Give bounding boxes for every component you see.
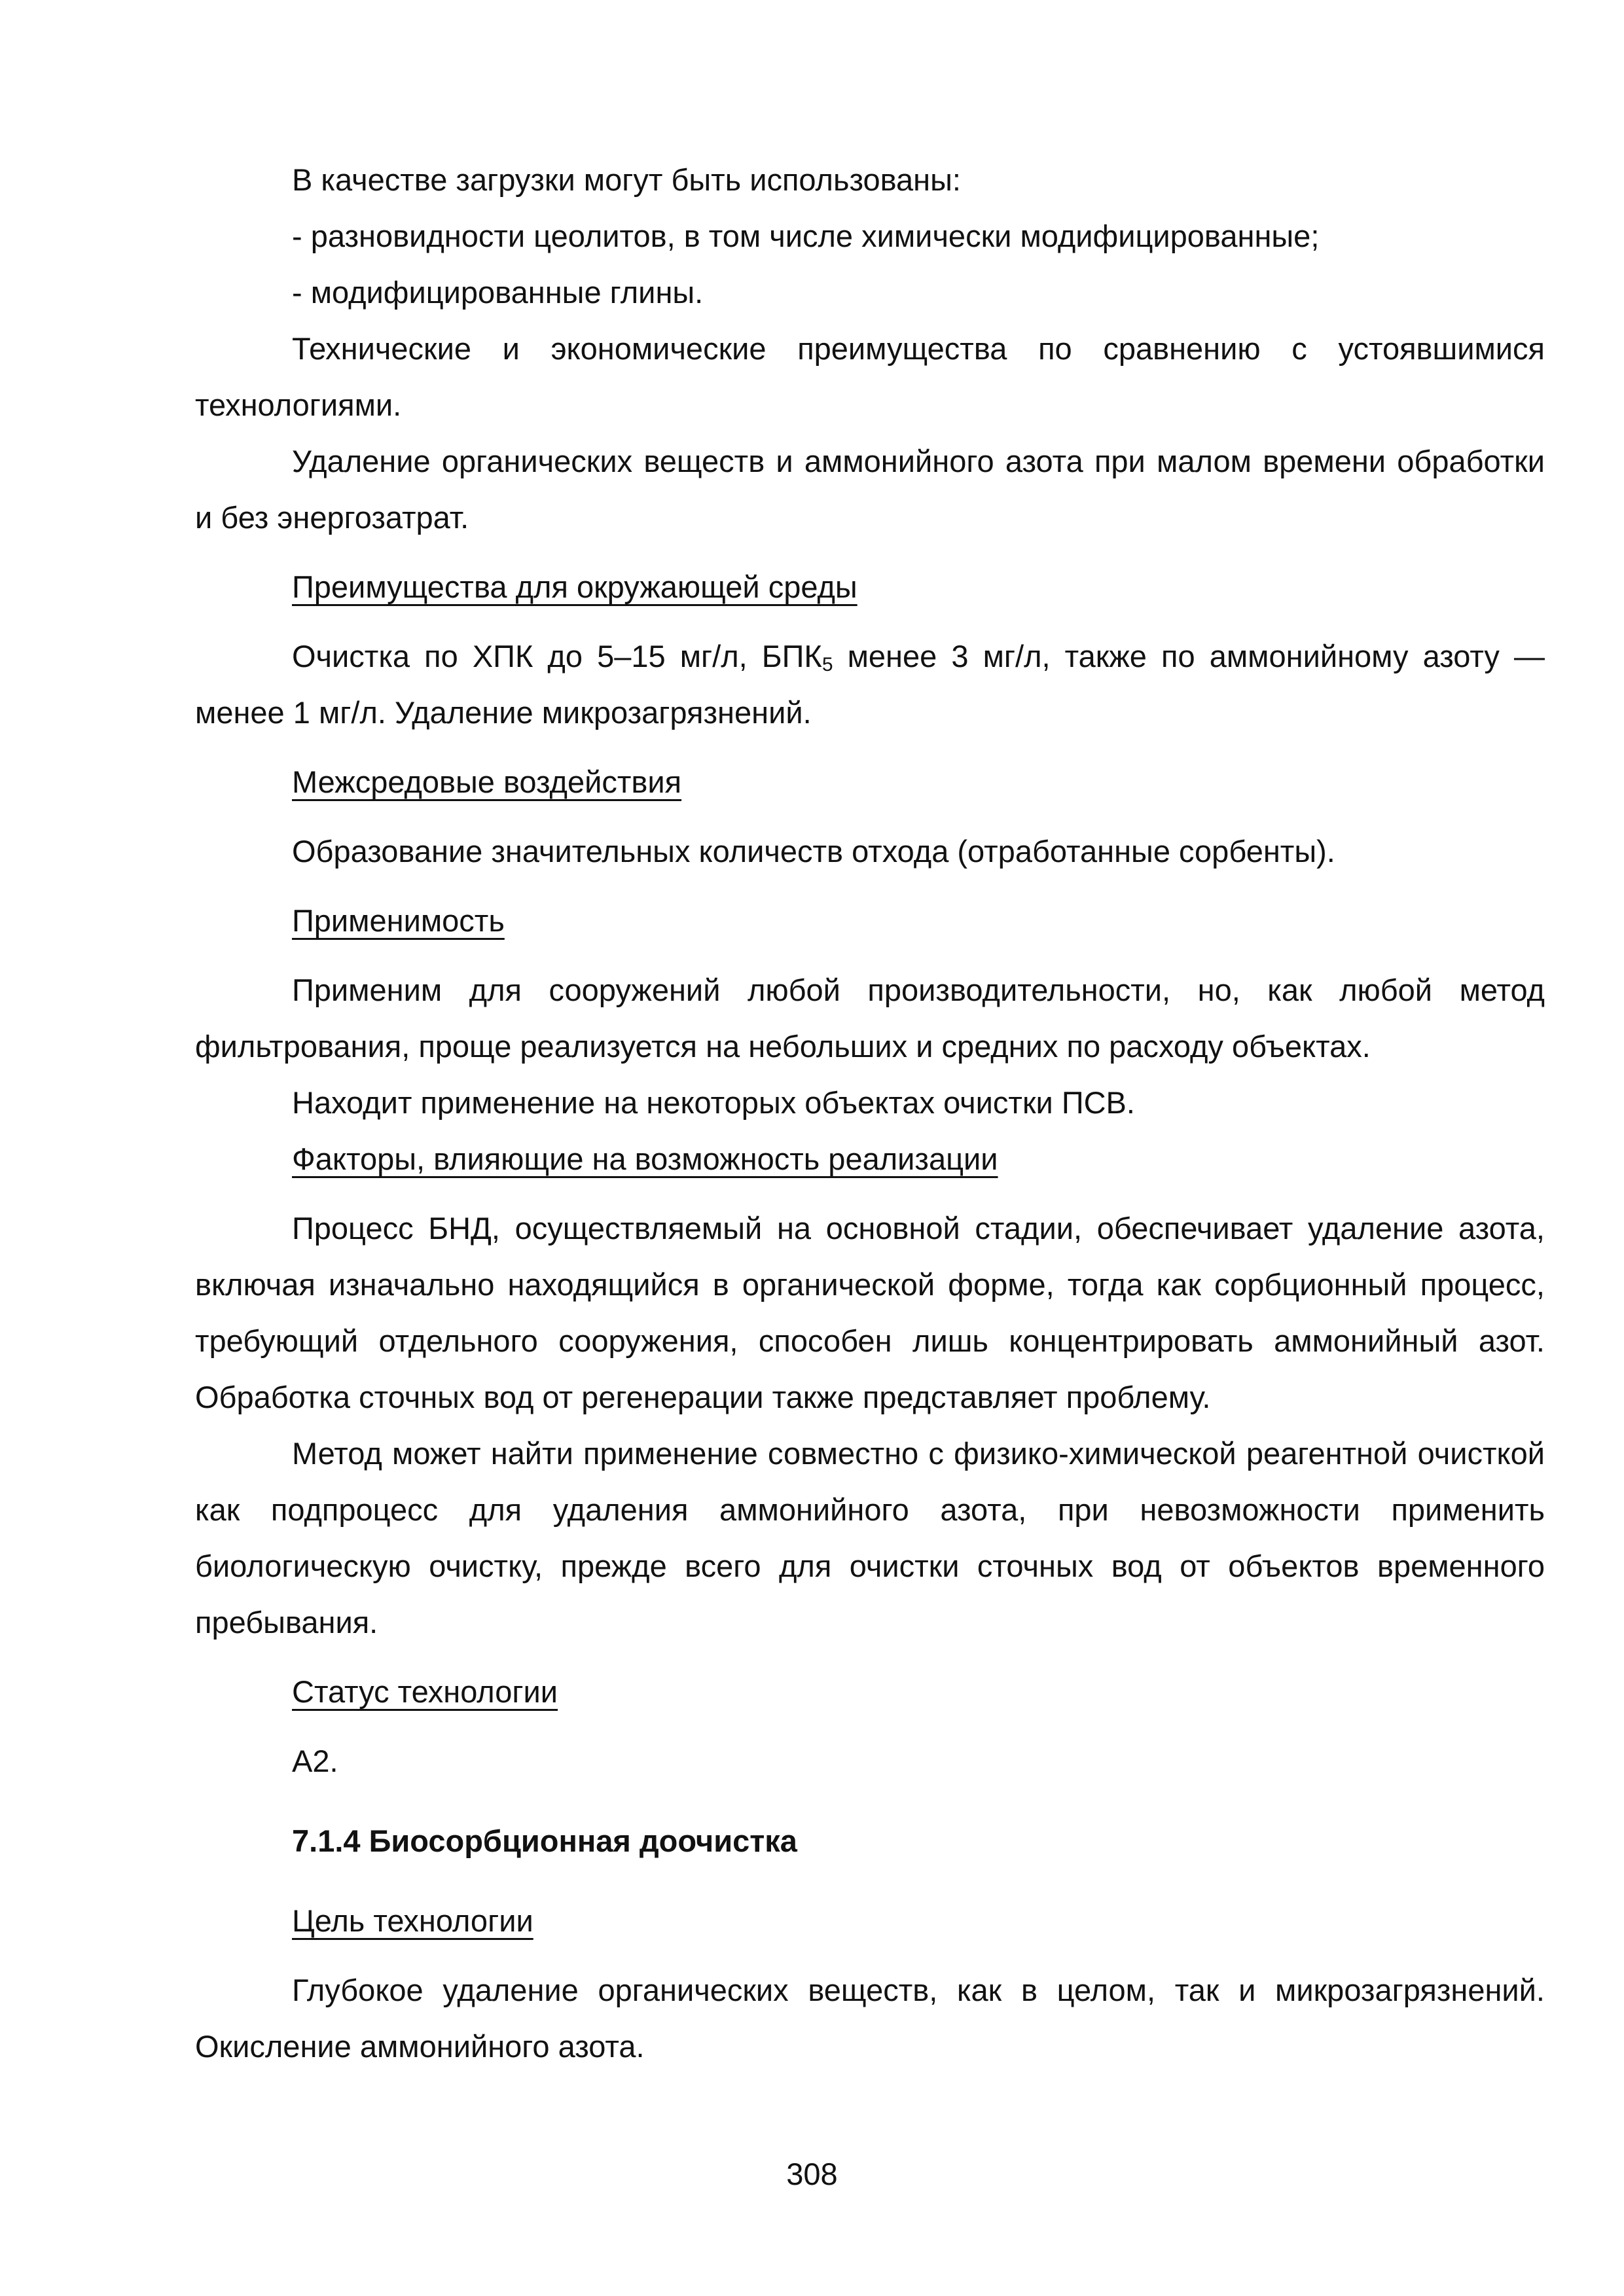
page-number: 308 (786, 2157, 838, 2191)
env-text-part-b: менее 3 мг/л, также по аммонийному азоту — менее 1 мг/л. Удаление микрозагрязнений. (195, 639, 1545, 730)
paragraph-factors-2: Метод может найти применение совместно с физико-химической реагентной очисткой как подпроцесс для удаления аммонийного азота, при невозможности применить биологическую очистку, прежде всего для очистки сточных вод от объектов временного пребывания. (195, 1436, 1545, 1640)
page-content (195, 152, 1545, 2075)
subheading-applicability: Применимость (292, 903, 505, 938)
subheading-environment: Преимущества для окружающей среды (292, 569, 857, 604)
paragraph-applicability-1: Применим для сооружений любой производительности, но, как любой метод фильтрования, проще реализуется на небольших и средних по расходу объектах. (195, 973, 1545, 1064)
paragraph-status: А2. (292, 1744, 338, 1778)
list-item-zeolites: - разновидности цеолитов, в том числе химически модифицированные; (292, 219, 1320, 253)
subheading-factors: Факторы, влияющие на возможность реализации (292, 1141, 998, 1176)
paragraph-tech-econ: Технические и экономические преимущества по сравнению с устоявшимися технологиями. (195, 331, 1545, 422)
subheading-status: Статус технологии (292, 1674, 558, 1709)
env-text-part-a: Очистка по ХПК до 5–15 мг/л, БПК (292, 639, 822, 673)
paragraph-applicability-2: Находит применение на некоторых объектах очистки ПСВ. (292, 1085, 1135, 1120)
paragraph-goal: Глубокое удаление органических веществ, как в целом, так и микрозагрязнений. Окисление аммонийного азота. (195, 1973, 1545, 2064)
subheading-cross-media: Межсредовые воздействия (292, 764, 682, 799)
section-title: 7.1.4 Биосорбционная доочистка (292, 1823, 797, 1858)
paragraph-environment (195, 628, 1545, 741)
paragraph-factors-1: Процесс БНД, осуществляемый на основной стадии, обеспечивает удаление азота, включая изначально находящийся в органической форме, тогда как сорбционный процесс, требующий отдельного сооружения, способен лишь концентрировать аммонийный азот. Обработка сточных вод от регенерации также представляет проблему. (195, 1211, 1545, 1414)
subheading-goal: Цель технологии (292, 1903, 533, 1938)
list-item-clays: - модифицированные глины. (292, 275, 704, 310)
paragraph-cross-media: Образование значительных количеств отхода (отработанные сорбенты). (292, 834, 1335, 869)
paragraph-intro: В качестве загрузки могут быть использованы: (292, 162, 961, 197)
paragraph-removal: Удаление органических веществ и аммонийного азота при малом времени обработки и без энергозатрат. (195, 444, 1545, 535)
bod-subscript: 5 (821, 654, 833, 675)
